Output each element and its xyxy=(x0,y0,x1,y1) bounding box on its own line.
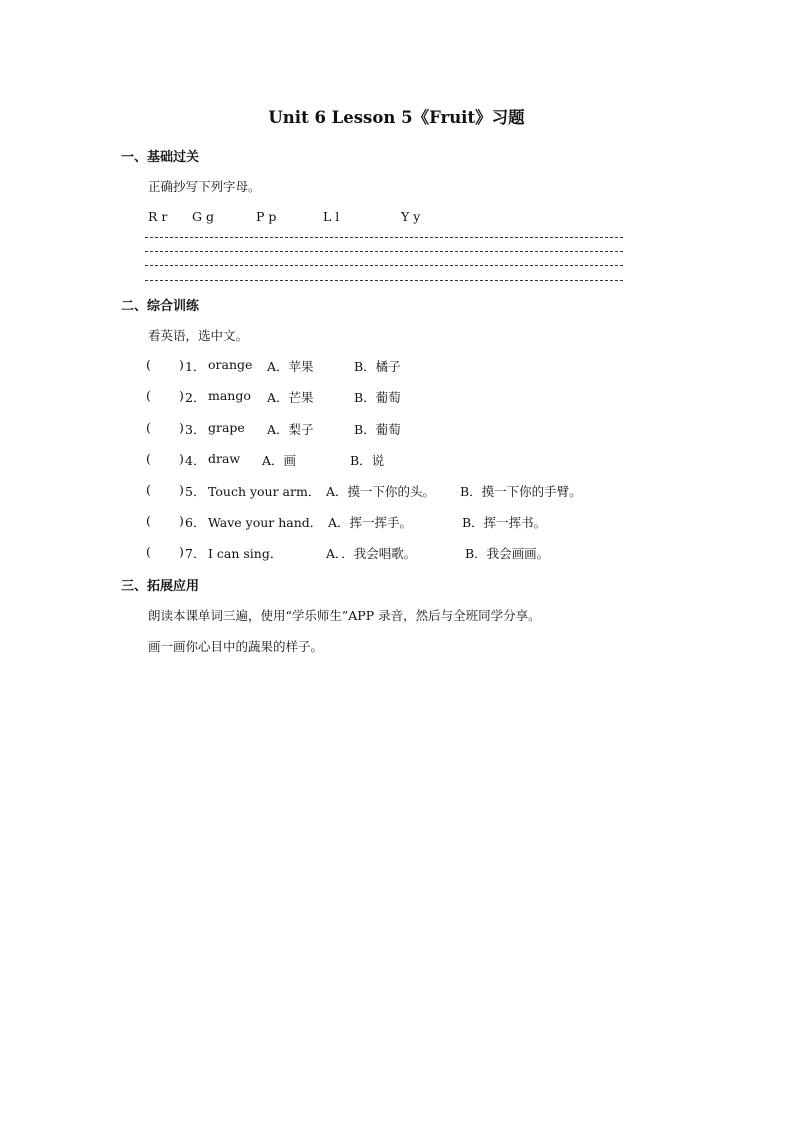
answer-paren-open: ( xyxy=(146,420,151,435)
answer-paren-close: ) xyxy=(179,357,184,372)
question-text: draw xyxy=(208,451,241,466)
question-text: Wave your hand． xyxy=(208,515,323,530)
letter-pair: L l xyxy=(323,209,340,224)
writing-line xyxy=(145,280,623,281)
answer-paren-close: ) xyxy=(179,420,184,435)
question-row xyxy=(146,388,666,406)
question-row xyxy=(146,513,666,531)
option-a: A．画 xyxy=(262,453,297,468)
section-heading-extension: 三、拓展应用 xyxy=(121,579,200,594)
drawing-task-text: 画一画你心目中的蔬果的样子。 xyxy=(148,639,324,654)
reading-task-text: 朗读本课单词三遍，使用“学乐师生”APP 录音，然后与全班同学分享。 xyxy=(148,608,541,623)
question-text: mango xyxy=(208,388,251,403)
question-number: 2． xyxy=(185,390,206,405)
option-b: B．挥一挥书。 xyxy=(462,515,547,530)
option-a: A．苹果 xyxy=(267,359,314,374)
page-title: Unit 6 Lesson 5《Fruit》习题 xyxy=(268,108,525,127)
option-a: A．梨子 xyxy=(267,422,314,437)
question-number: 4． xyxy=(185,453,206,468)
writing-line xyxy=(145,265,623,266)
letter-pair: P p xyxy=(256,209,277,224)
option-b: B．葡萄 xyxy=(354,422,401,437)
question-row xyxy=(146,544,666,562)
question-number: 7． xyxy=(185,546,206,561)
option-b: B．葡萄 xyxy=(354,390,401,405)
answer-paren-open: ( xyxy=(146,544,151,559)
answer-paren-close: ) xyxy=(179,451,184,466)
answer-paren-open: ( xyxy=(146,357,151,372)
choose-chinese-instruction: 看英语，选中文。 xyxy=(148,328,249,343)
answer-paren-open: ( xyxy=(146,513,151,528)
question-number: 1． xyxy=(185,359,206,374)
answer-paren-close: ) xyxy=(179,482,184,497)
writing-line xyxy=(145,237,623,238)
copy-letters-instruction: 正确抄写下列字母。 xyxy=(148,179,261,194)
option-b: B．我会画画。 xyxy=(465,546,550,561)
question-row xyxy=(146,451,666,469)
option-a: A．挥一挥手。 xyxy=(328,515,413,530)
option-b: B．说 xyxy=(350,453,385,468)
option-a: A．．我会唱歌。 xyxy=(326,546,417,561)
option-a: A．摸一下你的头。 xyxy=(326,484,436,499)
question-number: 5． xyxy=(185,484,206,499)
section-heading-basics: 一、基础过关 xyxy=(121,150,200,165)
answer-paren-close: ) xyxy=(179,388,184,403)
option-b: B．橘子 xyxy=(354,359,401,374)
question-text: Touch your arm． xyxy=(208,484,321,499)
question-number: 6． xyxy=(185,515,206,530)
question-text: orange xyxy=(208,357,253,372)
letter-pair: Y y xyxy=(401,209,421,224)
question-row xyxy=(146,357,666,375)
letter-pair: R r xyxy=(148,209,168,224)
question-text: I can sing． xyxy=(208,546,283,561)
letters-row xyxy=(148,209,448,225)
answer-paren-close: ) xyxy=(179,513,184,528)
question-number: 3． xyxy=(185,422,206,437)
section-heading-practice: 二、综合训练 xyxy=(121,299,200,314)
question-row xyxy=(146,420,666,438)
option-b: B．摸一下你的手臂。 xyxy=(460,484,582,499)
writing-line xyxy=(145,251,623,252)
answer-paren-open: ( xyxy=(146,451,151,466)
letter-pair: G g xyxy=(192,209,214,224)
answer-paren-open: ( xyxy=(146,482,151,497)
question-text: grape xyxy=(208,420,245,435)
option-a: A．芒果 xyxy=(267,390,314,405)
answer-paren-open: ( xyxy=(146,388,151,403)
question-row xyxy=(146,482,666,500)
answer-paren-close: ) xyxy=(179,544,184,559)
